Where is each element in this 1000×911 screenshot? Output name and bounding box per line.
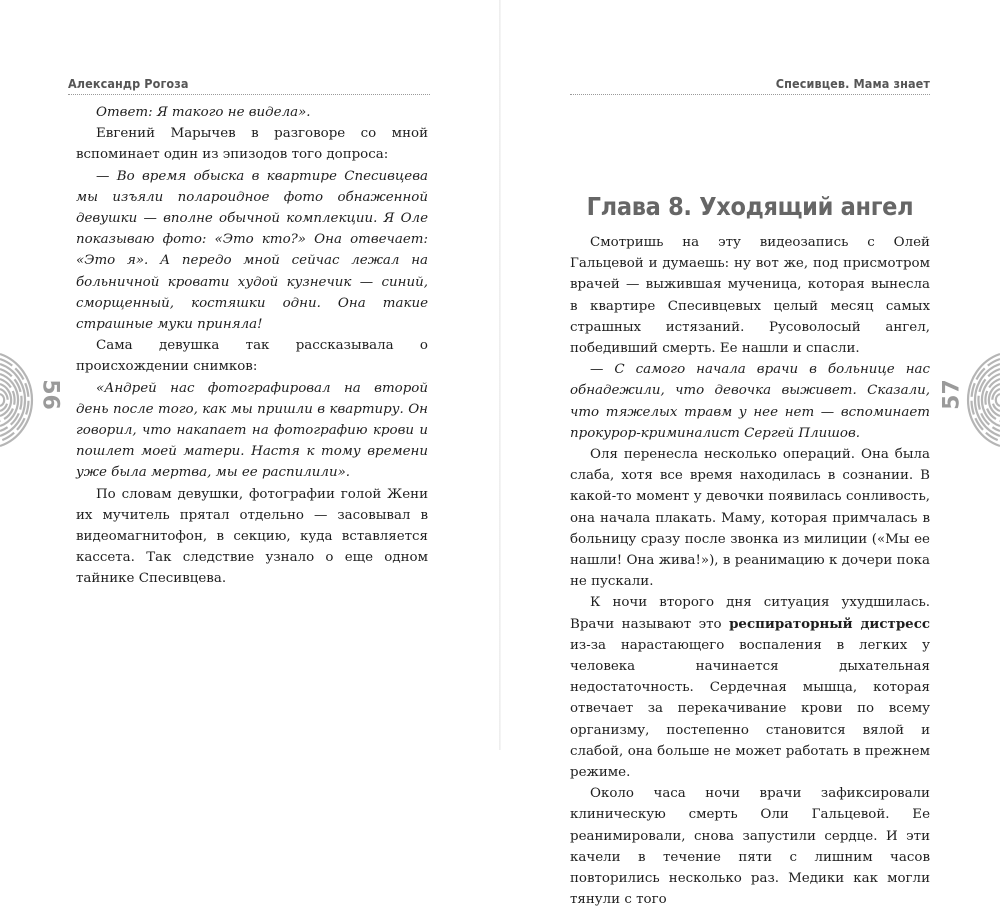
running-head-right: Спесивцев. Мама знает [775, 76, 930, 91]
bold-term: респираторный дистресс [729, 615, 931, 632]
paragraph: Смотришь на эту видеозапись с Олей Гальцевой и думаешь: ну вот же, под присмотром врачей — выжившая мученица, которая вынесла в квартире Спесивцевых целый месяц самых страшных истязаний. Русоволосый ангел, победивший смерть. Ее нашли и спасли. [570, 235, 930, 357]
paragraph: Оля перенесла несколько операций. Она была слаба, хотя все время находилась в сознании. В какой-то момент у девочки появилась сонливость, она начала плакать. Маму, которая примчалась в больницу сразу после звонка из милиции («Мы ее нашли! Она жива!»), в реанимацию к дочери пока не пускали. [570, 447, 930, 590]
chapter-title: Глава 8. Уходящий ангел [586, 192, 914, 221]
paragraph: Евгений Марычев в разговоре со мной вспоминает один из эпизодов того допроса: [76, 126, 428, 163]
right-body-text [570, 232, 930, 911]
left-page [0, 0, 500, 750]
paragraph: «Андрей нас фотографировал на второй день после того, как мы пришли в квартиру. Он говорил, что накапает на фотографию крови и пошлет моей матери. Настя к тому времени уже была мертва, мы ее распилили». [76, 380, 428, 481]
page-number-right: 57 [939, 379, 965, 410]
paragraph: Ответ: Я такого не видела». [96, 105, 311, 120]
right-page [500, 0, 1000, 908]
header-rule-left [68, 94, 430, 95]
paragraph: Около часа ночи врачи зафиксировали клиническую смерть Оли Гальцевой. Ее реанимировали, снова запустили сердце. И эти качели в течение пяти с лишним часов повторились несколько раз. Медики как могли тянули с того [570, 786, 930, 908]
running-head-left: Александр Рогоза [68, 76, 189, 91]
paragraph: — Во время обыска в квартире Спесивцева мы изъяли полароидное фото обнаженной девушки — вполне обычной комплекции. Я Оле показываю фото: «Это кто?» Она отвечает: «Это я». А передо мной сейчас лежал на больничной кровати худой кузнечик — синий, сморщенный, костяшки одни. Она такие страшные муки приняла! [76, 168, 428, 333]
paragraph: К ночи второго дня ситуация ухудшилась. Врачи называют это респираторный дистресс из-за нарастающего воспаления в легких у человека начинается дыхательная недостаточность. Сердечная мышца, которая отвечает за перекачивание крови по всему организму, постепенно становится вялой и слабой, она больше не может работать в прежнем режиме. [570, 595, 931, 781]
paragraph: По словам девушки, фотографии голой Жени их мучитель прятал отдельно — засовывал в видеомагнитофон, в секцию, куда вставляется кассета. Так следствие узнало о еще одном тайнике Спесивцева. [76, 486, 428, 587]
paragraph: Сама девушка так рассказывала о происхождении снимков: [76, 338, 428, 375]
page-number-left: 56 [37, 379, 63, 410]
left-body-text [76, 102, 428, 590]
paragraph: — С самого начала врачи в больнице нас обнадежили, что девочка выживет. Сказали, что тяжелых травм у нее нет — вспоминает прокурор-криминалист Сергей Плишов. [570, 362, 930, 441]
header-rule-right [570, 94, 930, 95]
